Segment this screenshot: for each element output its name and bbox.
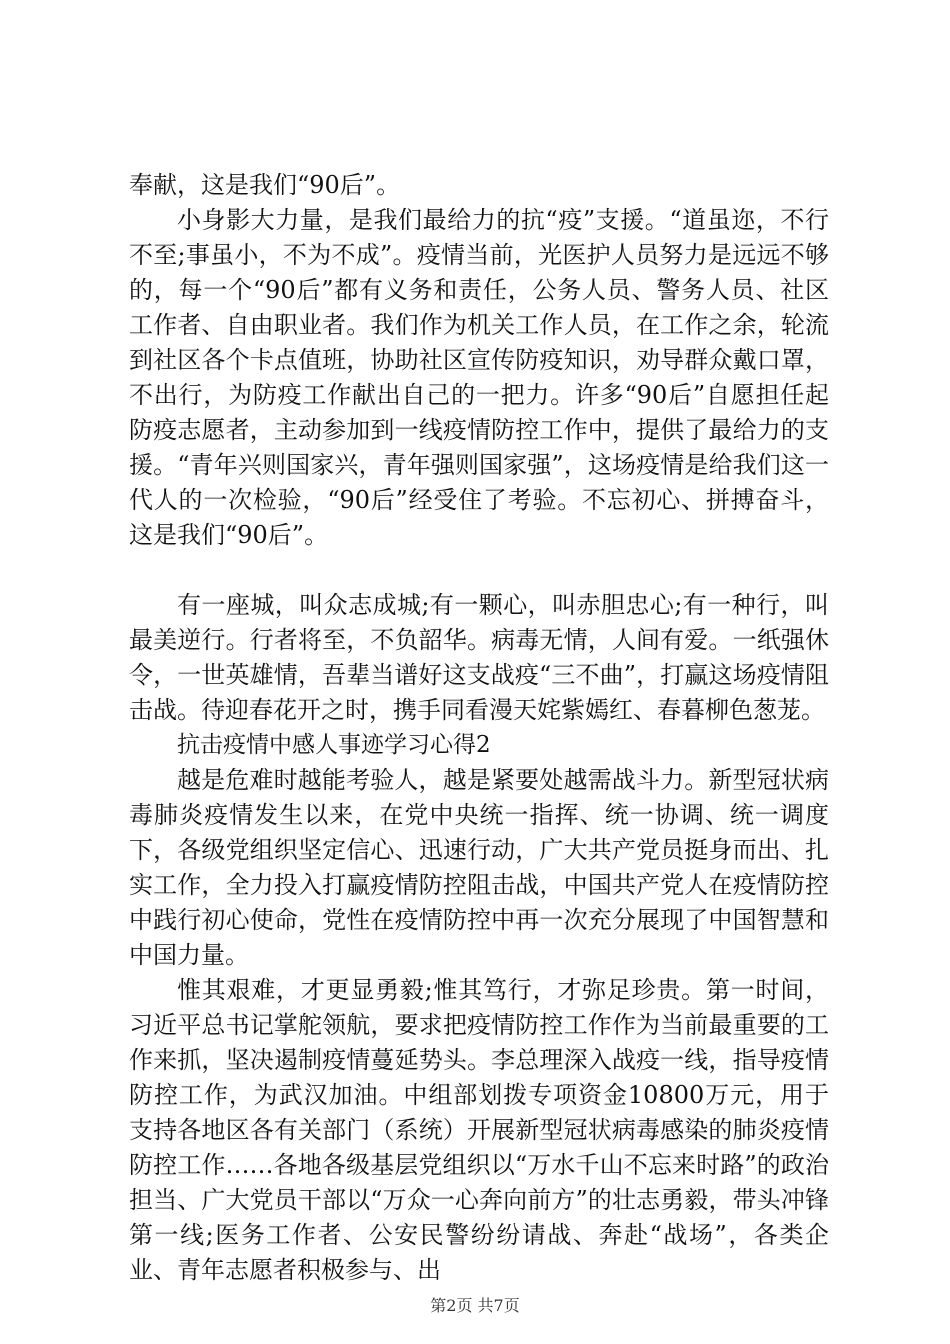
document-body — [129, 168, 829, 1288]
paragraph-continued: 奉献，这是我们“90后”。 — [129, 171, 401, 199]
paragraph-spacer — [129, 553, 829, 588]
paragraph-city: 有一座城，叫众志成城;有一颗心，叫赤胆忠心;有一种行，叫最美逆行。行者将至，不负韶华。病毒无情，人间有爱。一纸强休令，一世英雄情，吾辈当谱好这支战疫“三不曲”，打赢这场疫情阻击战。待迎春花开之时，携手同看漫天姹紫嫣红、春暮柳色葱茏。 — [129, 591, 829, 724]
paragraph-small-strength: 小身影大力量，是我们最给力的抗“疫”支援。“道虽迩，不行不至;事虽小，不为不成”。疫情当前，光医护人员努力是远远不够的，每一个“90后”都有义务和责任，公务人员、警务人员、社区工作者、自由职业者。我们作为机关工作人员，在工作之余，轮流到社区各个卡点值班，协助社区宣传防疫知识，劝导群众戴口罩，不出行，为防疫工作献出自己的一把力。许多“90后”自愿担任起防疫志愿者，主动参加到一线疫情防控工作中，提供了最给力的支援。“青年兴则国家兴，青年强则国家强”，这场疫情是给我们这一代人的一次检验，“90后”经受住了考验。不忘初心、拼搏奋斗，这是我们“90后”。 — [129, 206, 829, 549]
page-footer: 第2页 共7页 — [430, 1296, 520, 1315]
paragraph-danger: 越是危难时越能考验人，越是紧要处越需战斗力。新型冠状病毒肺炎疫情发生以来，在党中央统一指挥、统一协调、统一调度下，各级党组织坚定信心、迅速行动，广大共产党员挺身而出、扎实工作，全力投入打赢疫情防控阻击战，中国共产党人在疫情防控中践行初心使命，党性在疫情防控中再一次充分展现了中国智慧和中国力量。 — [129, 766, 829, 969]
section-heading: 抗击疫情中感人事迹学习心得2 — [177, 732, 491, 758]
paragraph-hardship: 惟其艰难，才更显勇毅;惟其笃行，才弥足珍贵。第一时间，习近平总书记掌舵领航，要求把疫情防控工作作为当前最重要的工作来抓，坚决遏制疫情蔓延势头。李总理深入战疫一线，指导疫情防控工作，为武汉加油。中组部划拨专项资金10800万元，用于支持各地区各有关部门（系统）开展新型冠状病毒感染的肺炎疫情防控工作……各地各级基层党组织以“万水千山不忘来时路”的政治担当、广大党员干部以“万众一心奔向前方”的壮志勇毅，带头冲锋第一线;医务工作者、公安民警纷纷请战、奔赴“战场”，各类企业、青年志愿者积极参与、出 — [129, 976, 829, 1284]
